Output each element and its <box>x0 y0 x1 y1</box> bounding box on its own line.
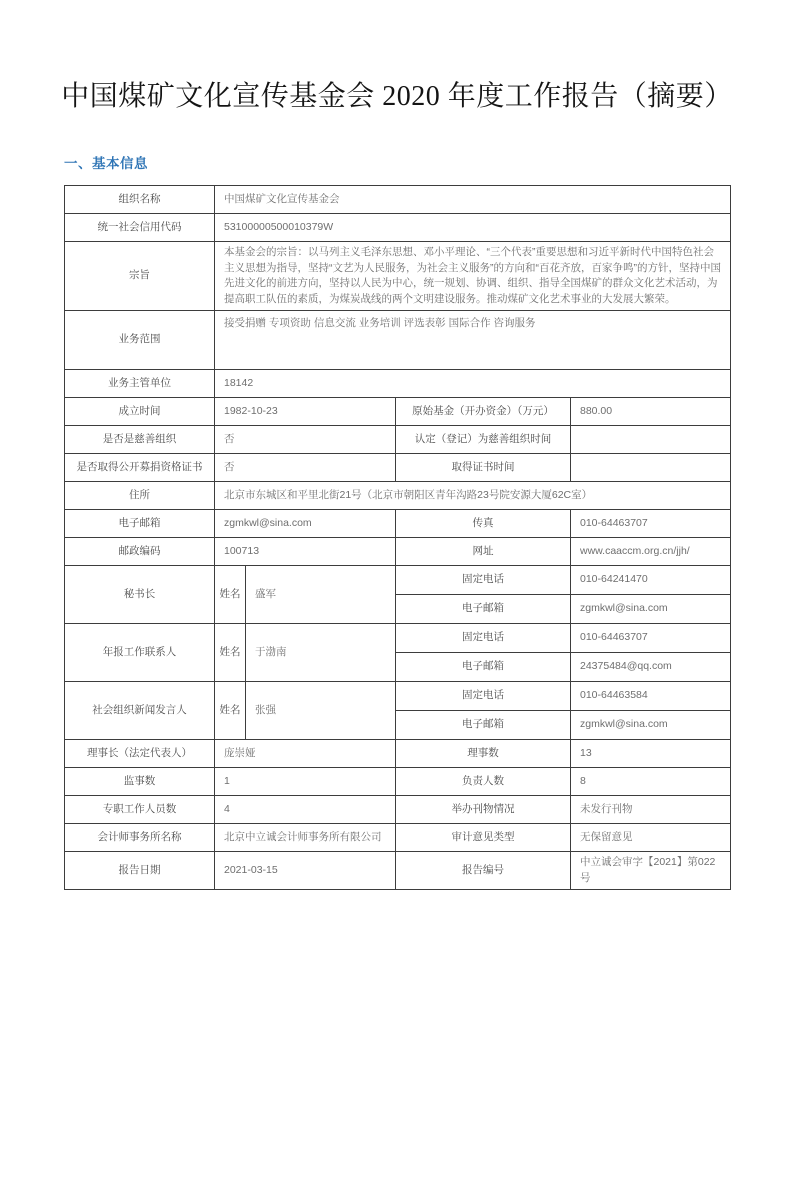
field-label: 电子邮箱 <box>396 653 571 682</box>
person-name: 盛军 <box>246 566 396 624</box>
field-value: 100713 <box>215 538 396 566</box>
field-value: 4 <box>215 796 396 824</box>
person-email: 24375484@qq.com <box>571 653 731 682</box>
field-value: 未发行刊物 <box>571 796 731 824</box>
field-label: 网址 <box>396 538 571 566</box>
field-label: 业务范围 <box>65 311 215 370</box>
field-label: 邮政编码 <box>65 538 215 566</box>
field-label: 住所 <box>65 482 215 510</box>
name-label: 姓名 <box>215 624 246 682</box>
field-value: 1 <box>215 768 396 796</box>
field-value: 否 <box>215 426 396 454</box>
field-label: 电子邮箱 <box>396 595 571 624</box>
field-value: 18142 <box>215 370 731 398</box>
person-email: zgmkwl@sina.com <box>571 711 731 740</box>
field-label: 社会组织新闻发言人 <box>65 682 215 740</box>
field-label: 专职工作人员数 <box>65 796 215 824</box>
field-label: 认定（登记）为慈善组织时间 <box>396 426 571 454</box>
field-label: 取得证书时间 <box>396 454 571 482</box>
field-label: 组织名称 <box>65 186 215 214</box>
field-value: 13 <box>571 740 731 768</box>
field-value: 880.00 <box>571 398 731 426</box>
field-label: 秘书长 <box>65 566 215 624</box>
field-label: 业务主管单位 <box>65 370 215 398</box>
field-label: 报告日期 <box>65 852 215 890</box>
field-value: 接受捐赠 专项资助 信息交流 业务培训 评选表彰 国际合作 咨询服务 <box>215 311 731 370</box>
person-phone: 010-64463584 <box>571 682 731 711</box>
field-label: 审计意见类型 <box>396 824 571 852</box>
field-label: 年报工作联系人 <box>65 624 215 682</box>
person-phone: 010-64241470 <box>571 566 731 595</box>
field-value: 否 <box>215 454 396 482</box>
field-value: 北京中立诚会计师事务所有限公司 <box>215 824 396 852</box>
field-value: 北京市东城区和平里北街21号（北京市朝阳区青年沟路23号院安源大厦62C室） <box>215 482 731 510</box>
field-value: 本基金会的宗旨：以马列主义毛泽东思想、邓小平理论、“三个代表”重要思想和习近平新时代中国特色社会主义思想为指导，坚持“文艺为人民服务，为社会主义服务”的方向和“百花齐放，百家争鸣”的方针，坚持中国先进文化的前进方向，坚持以人民为中心，统一规划、协调、组织、指导全国煤矿的群众文化艺术活动，为提高职工队伍的素质，为煤炭战线的两个文明建设服务。推动煤矿文化艺术事业的大发展大繁荣。 <box>215 242 731 311</box>
field-value: 010-64463707 <box>571 510 731 538</box>
person-phone: 010-64463707 <box>571 624 731 653</box>
field-value: 2021-03-15 <box>215 852 396 890</box>
field-value: 中立诚会审字【2021】第022号 <box>571 852 731 890</box>
field-label: 传真 <box>396 510 571 538</box>
field-label: 会计师事务所名称 <box>65 824 215 852</box>
report-title: 中国煤矿文化宣传基金会 2020 年度工作报告（摘要） <box>61 81 733 112</box>
field-label: 固定电话 <box>396 624 571 653</box>
field-label: 成立时间 <box>65 398 215 426</box>
field-value: www.caaccm.org.cn/jjh/ <box>571 538 731 566</box>
field-label: 电子邮箱 <box>396 711 571 740</box>
field-label: 固定电话 <box>396 682 571 711</box>
field-value: 53100000500010379W <box>215 214 731 242</box>
field-label: 理事数 <box>396 740 571 768</box>
field-label: 固定电话 <box>396 566 571 595</box>
field-label: 监事数 <box>65 768 215 796</box>
person-name: 张强 <box>246 682 396 740</box>
field-label: 是否是慈善组织 <box>65 426 215 454</box>
field-value: zgmkwl@sina.com <box>215 510 396 538</box>
person-name: 于渤南 <box>246 624 396 682</box>
field-label: 举办刊物情况 <box>396 796 571 824</box>
basic-info-table <box>64 185 731 890</box>
field-label: 理事长（法定代表人） <box>65 740 215 768</box>
field-value <box>571 454 731 482</box>
name-label: 姓名 <box>215 566 246 624</box>
field-value: 1982-10-23 <box>215 398 396 426</box>
field-value: 庞崇娅 <box>215 740 396 768</box>
field-label: 统一社会信用代码 <box>65 214 215 242</box>
person-email: zgmkwl@sina.com <box>571 595 731 624</box>
field-label: 负责人数 <box>396 768 571 796</box>
field-label: 宗旨 <box>65 242 215 311</box>
field-value: 中国煤矿文化宣传基金会 <box>215 186 731 214</box>
field-label: 电子邮箱 <box>65 510 215 538</box>
field-label: 报告编号 <box>396 852 571 890</box>
field-value: 8 <box>571 768 731 796</box>
field-value <box>571 426 731 454</box>
field-label: 原始基金（开办资金）（万元） <box>396 398 571 426</box>
section-heading: 一、基本信息 <box>64 156 148 171</box>
field-label: 是否取得公开募捐资格证书 <box>65 454 215 482</box>
name-label: 姓名 <box>215 682 246 740</box>
basic-info-table-body <box>65 186 731 890</box>
field-value: 无保留意见 <box>571 824 731 852</box>
